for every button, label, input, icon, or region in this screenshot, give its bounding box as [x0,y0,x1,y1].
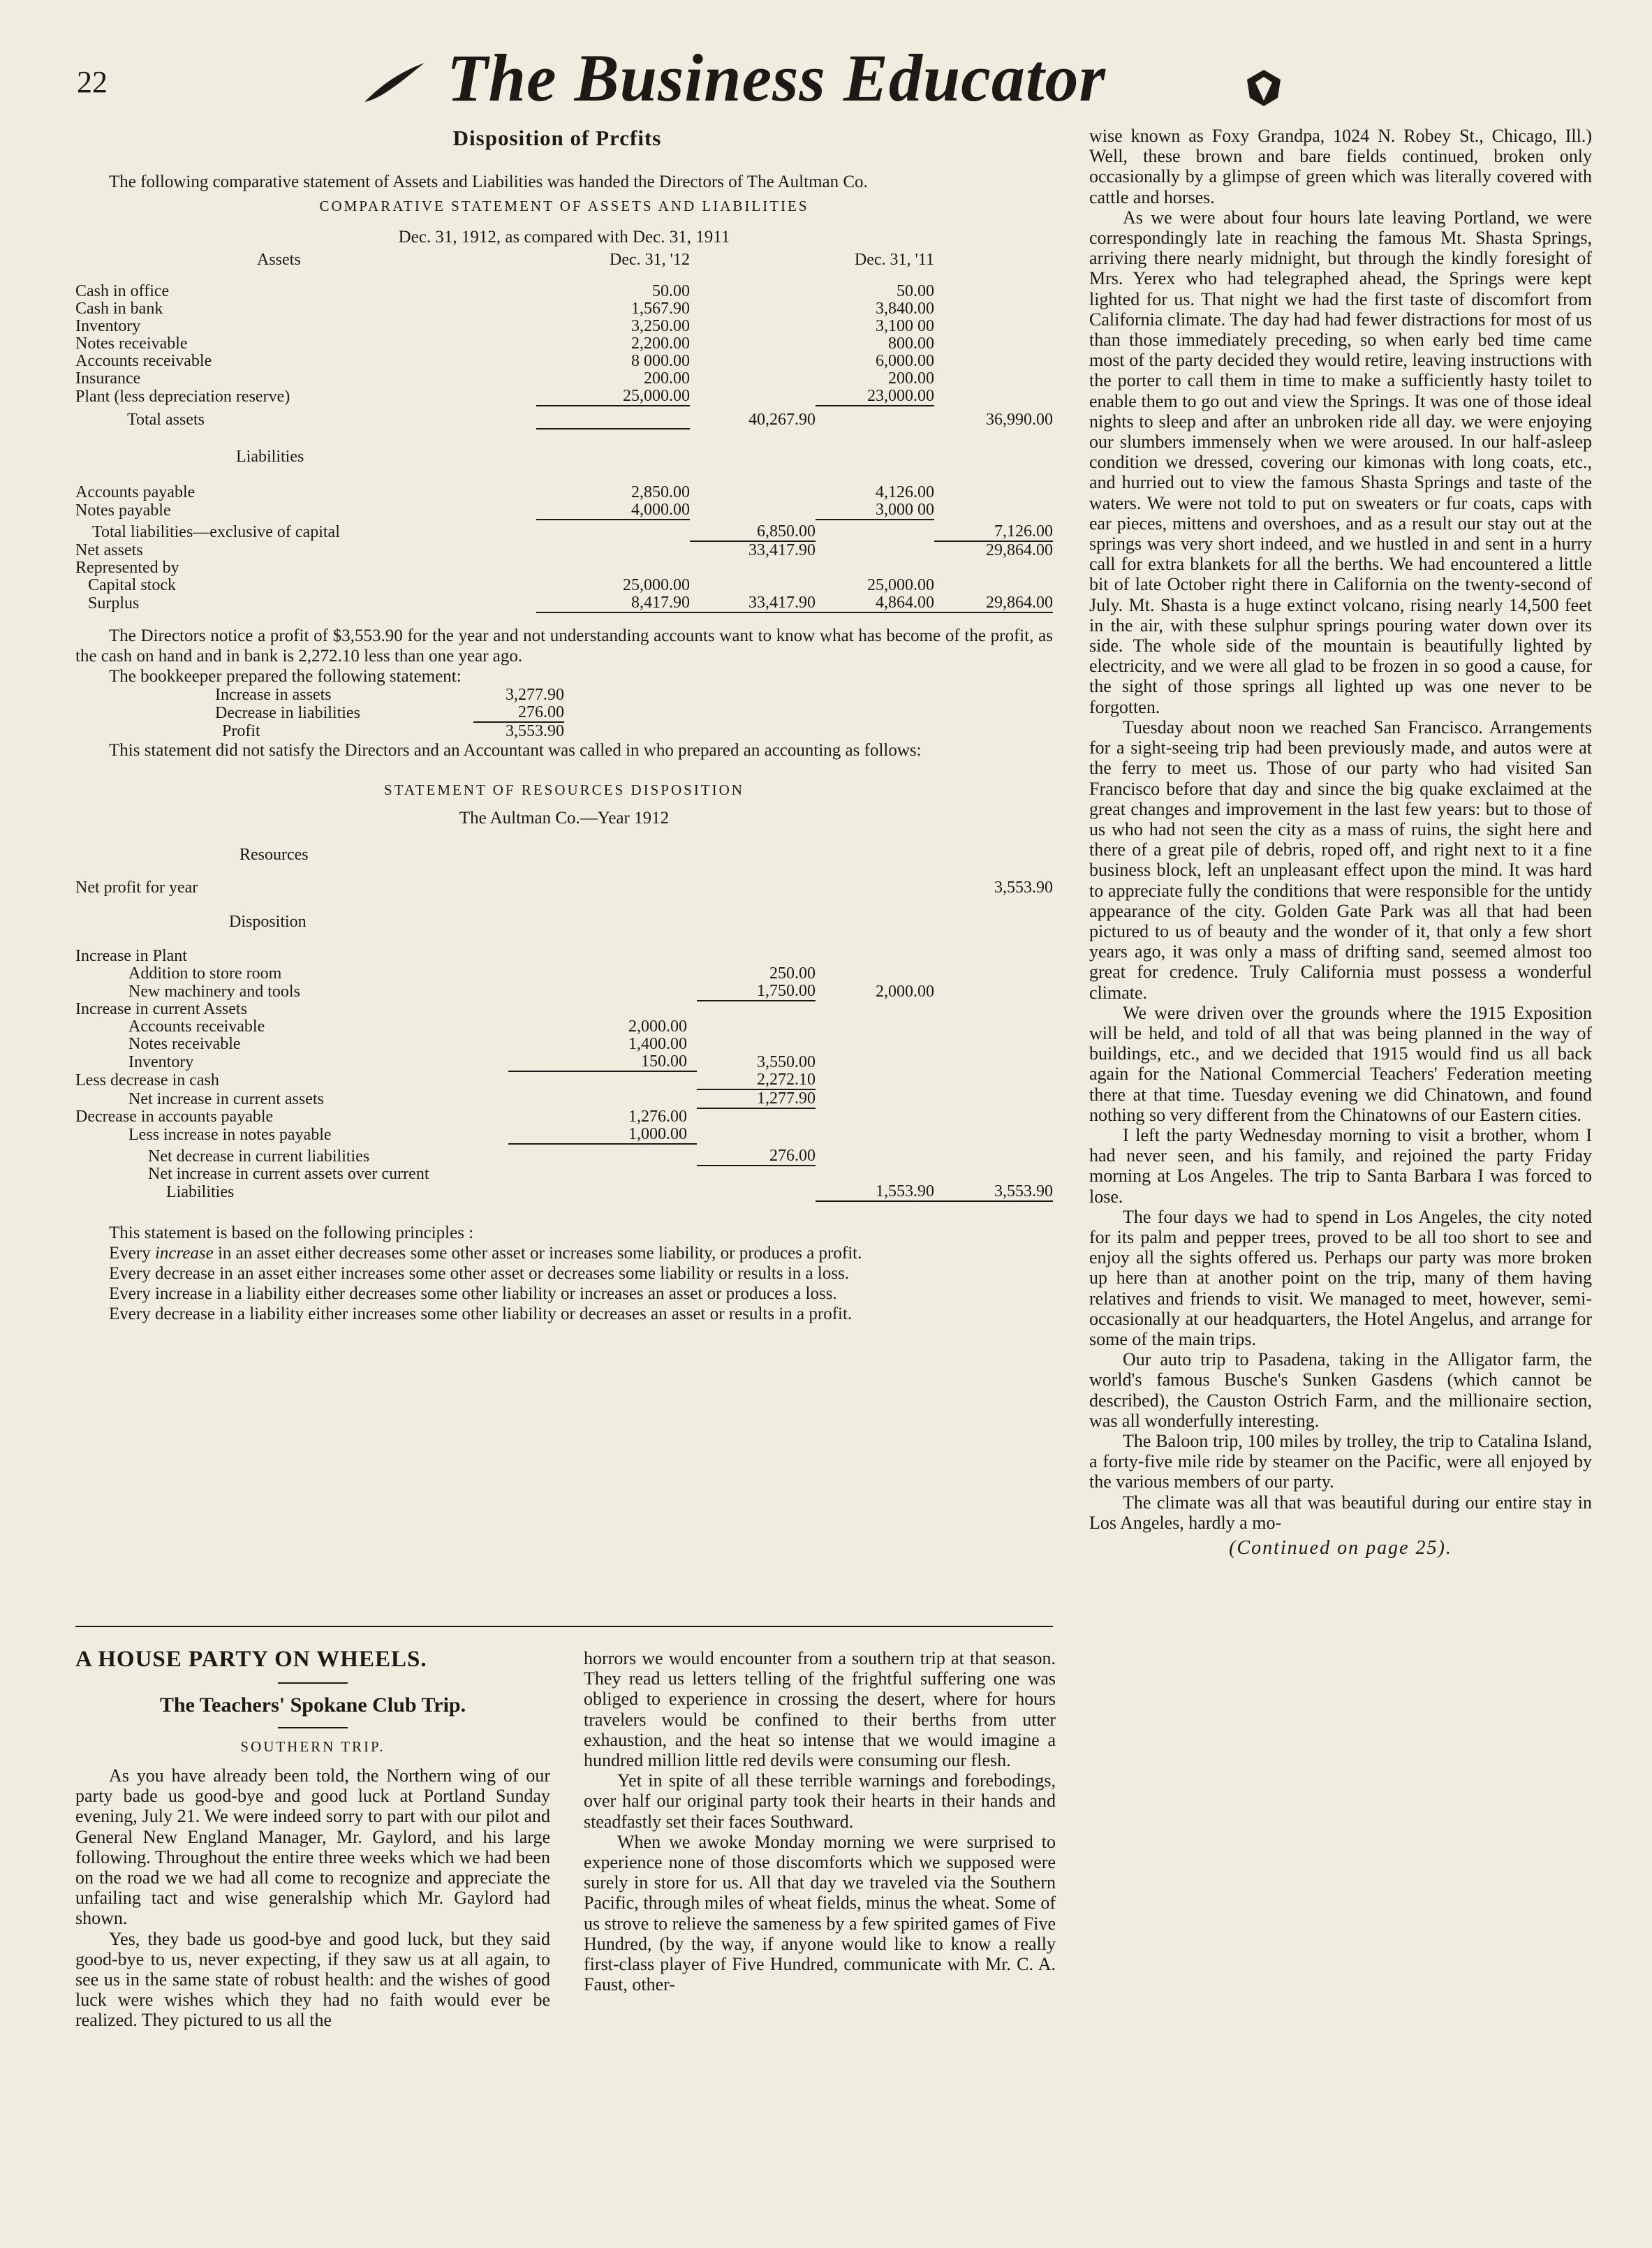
liabilities-header-row [75,429,1053,484]
continued-notice: (Continued on page 25). [1229,1537,1452,1559]
assets-header: Assets [257,251,301,269]
shield-emblem-icon [1243,67,1285,109]
table-row: Increase in Plant [75,947,187,965]
table-row: Notes payable 4,000.00 3,000 00 [75,501,934,520]
table-row: Less increase in notes payable 1,000.00 [75,1126,1053,1144]
paragraph: We were driven over the grounds where the 1915 Exposition will be held, and told of all that was being planned in the way of buildings, etc., and we decided that 1915 would find us all back again for the National Commercial Teachers' Federation meeting there at that time. Tuesday evening we did Chinatown, and found nothing so very different from the Chinatowns of our Eastern cities. [1089,1002,1592,1125]
comparative-statement-table [75,251,1053,613]
intro-paragraph: The following comparative statement of Assets and Liabilities was handed the Directors of The Aultman Co. [109,172,868,191]
table-row: New machinery and tools 1,750.00 2,000.00 [128,982,934,1001]
house-party-column-1 [75,1647,550,2031]
col-header-1912: Dec. 31, '12 [610,251,690,269]
resources-disposition-table [75,846,1053,1202]
table-row: Cash in office 50.00 50.00 [75,282,934,300]
table-row: Less decrease in cash 2,272.10 [75,1071,816,1089]
net-assets-row: Net assets 33,417.90 29,864.00 [75,541,1053,559]
bookkeeper-statement [215,686,564,740]
statement-subtitle: Dec. 31, 1912, as compared with Dec. 31, 1911 [398,228,730,247]
page-number: 22 [77,65,108,99]
table-row: Notes receivable 2,200.00 800.00 [75,335,934,353]
paragraph: When we awoke Monday morning we were surprised to experience none of those discomforts which we supposed were surely in store for us. All that day we traveled via the Southern Pacific, through miles of wheat fields, minus the wheat. Some of us strove to relieve the sameness by a few spirited games of Five Hundred, (by the way, if anyone would like to know a really first-class player of Five Hundred, communicate with Mr. C. A. Faust, other- [584,1831,1056,1995]
table-header-row [75,251,1053,283]
article-subtitle: The Teachers' Spokane Club Trip. [159,1694,466,1717]
table-row: Accounts receivable 8 000.00 6,000.00 [75,352,934,370]
resources-statement-title: STATEMENT OF RESOURCES DISPOSITION [384,781,744,798]
statement-title: COMPARATIVE STATEMENT OF ASSETS AND LIABILITIES [319,198,809,214]
paragraph: This statement did not satisfy the Directors and an Accountant was called in who prepared an accounting as follows: [109,741,922,760]
paragraph: horrors we would encounter from a southern trip at that season. They read us letters telling of the frightful suffering one was obliged to experience in crossing the desert, where for hours travelers would be confined to their berths from utter exhaustion, and the heat so intense that we would imagine a hundred million little red devils were consuming our flesh. [584,1648,1056,1771]
paragraph: Every decrease in a liability either increases some other liability or decreases an asset or results in a profit. [109,1305,853,1323]
table-row: Addition to store room 250.00 [128,964,816,983]
table-row: Net profit for year 3,553.90 [75,879,1053,897]
table-row: Increase in current Assets [75,1000,247,1018]
paragraph: The climate was all that was beautiful during our entire stay in Los Angeles, hardly a mo- [1089,1492,1592,1533]
article-disposition-of-profits [75,126,1053,1324]
table-row: Net increase in current assets over current [148,1165,429,1183]
article-title: Disposition of Prcfits [452,126,662,150]
paragraph: Every increase in a liability either decreases some other liability or increases an asset or produces a loss. [109,1284,837,1303]
section-divider [75,1626,1053,1627]
short-rule [278,1682,348,1684]
table-row: Inventory 150.00 3,550.00 [128,1052,816,1071]
paragraph: I left the party Wednesday morning to visit a brother, whom I had never seen, and his family, and rejoined the party Friday morning at Los Angeles. The trip to Santa Barbara I was forced to lose. [1089,1124,1592,1207]
paragraph: As we were about four hours late leaving Portland, we were correspondingly late in reaching the famous Mt. Shasta Springs, arriving there nearly midnight, but through the kindly foresight of Mrs. Yerex who had telegraphed ahead, the Springs were kept lighted for us. That night we had the first taste of discomfort from California climate. The day had had fewer distractions for most of us than those immediately preceding, so when early bed time came most of the party decided they would retire, leaving instructions with the porter to call them in time to make a sufficiently hasty toilet to enable them to go out and view the Springs. It was one of those ideal nights to sleep and after an unbroken ride all day. we were enjoying our slumbers immensely when we were aroused. In our half-asleep condition we dressed, covering our kimonas with long coats, etc., and hurried out to view the famous Shasta Springs and taste of the waters. We were not told to put on sweaters or fur coats, caps with ear pieces, mittens and overshoes, and as a result our stay out at the springs was very short indeed, and we hustled in and sent in a hurry call for extra blankets for all the berths. We had encountered a little bit of late October right there in California on the twenty-second of July. Mt. Shasta is a huge extinct volcano, rising nearly 14,500 feet in the air, with these sulphur springs pouring water down over its side. The whole side of the mountain is beautifully lighted by electricity, and we were all glad to be frozen in so good a cause, for the sight of those springs all lighted up was one never to be forgotten. [1089,207,1592,717]
house-party-column-2 [584,1648,1056,1994]
paragraph: The Baloon trip, 100 miles by trolley, the trip to Catalina Island, a forty-five mile ride by steamer on the Pacific, were all enjoyed by the various members of our party. [1089,1431,1592,1492]
table-row: Surplus 8,417.90 33,417.90 4,864.00 29,864.00 [88,594,1053,612]
disposition-header-row: Disposition [229,913,307,931]
table-row: Net decrease in current liabilities 276.00 [75,1144,1053,1166]
resources-header-row: Resources [239,846,309,864]
paragraph: Every increase in an asset either decreases some other asset or increases some liability, or produces a profit. [109,1244,862,1263]
table-row: Cash in bank 1,567.90 3,840.00 [75,300,934,318]
paragraph: Tuesday about noon we reached San Francisco. Arrangements for a sight-seeing trip had been previously made, and autos were at the ferry to meet us. Those of our party who had visited San Francisco before that day and since the big quake exclaimed at the great changes and improvement in the last few years: but to those of us who had not seen the city as a mass of ruins, the sight here and there of a great pile of debris, roped off, and right next to it a fine business block, left an unpleasant effect upon the mind. It was hard to appreciate fully the conditions that were responsible for the untidy appearance of the city. Golden Gate Park was all that had been pictured to us of beauty and the wonder of it, that only a few short years ago, it was only a mass of drifting sand, seemed almost too great for credence. Truly California must possess a wonderful climate. [1089,717,1592,1003]
paragraph: Our auto trip to Pasadena, taking in the Alligator farm, the world's famous Busche's Sunken Gasdens (which cannot be described), the Causton Ostrich Farm, and the millionaire section, was all wonderfully interesting. [1089,1349,1592,1431]
table-row: Increase in assets 3,277.90 [215,686,564,704]
paragraph: The Directors notice a profit of $3,553.90 for the year and not understanding accounts want to know what has become of the profit, as the cash on hand and in bank is 2,272.10 less than one year ago. [75,626,1053,666]
paragraph: wise known as Foxy Grandpa, 1024 N. Robey St., Chicago, Ill.) Well, these brown and bare fields continued, broken only occasionally by a glimpse of green which was literally covered with cattle and horses. [1089,126,1592,207]
article-title: A HOUSE PARTY ON WHEELS. [75,1647,427,1672]
paragraph: As you have already been told, the Northern wing of our party bade us good-bye and good luck at Portland Sunday evening, July 21. We were indeed sorry to part with our pilot and General New England Manager, Mr. Gaylord, and his large following. Throughout the entire three weeks which we had been on the road we we had all come to recognize and appreciate the unfailing tact and wise generalship which Mr. Gaylord had shown. [75,1765,550,1929]
represented-by-row: Represented by [75,559,179,577]
paragraph: The four days we had to spend in Los Angeles, the city noted for its palm and pepper trees, proved to be all too short to see and enjoy all the sights offered us. Perhaps our party was more broken up here than at another point on the trip, many of them having relatives and friends to visit. We managed to meet, however, semi-occasionally at our headquarters, the Hotel Angelus, and arrange for some of the main trips. [1089,1206,1592,1349]
table-row: Capital stock 25,000.00 25,000.00 [88,576,934,594]
table-row: Accounts receivable 2,000.00 [128,1018,687,1036]
table-row: Net increase in current assets 1,277.90 [128,1089,816,1108]
table-row: Notes receivable 1,400.00 [128,1035,687,1053]
resources-statement-subtitle: The Aultman Co.—Year 1912 [459,809,670,828]
table-row: Profit 3,553.90 [222,722,564,740]
section-heading: SOUTHERN TRIP. [240,1738,385,1755]
table-row: Inventory 3,250.00 3,100 00 [75,317,934,335]
total-liabilities-row: Total liabilities—exclusive of capital 6,850.00 7,126.00 [75,520,1053,541]
table-row: Plant (less depreciation reserve) 25,000.00 23,000.00 [75,387,934,406]
table-row: Decrease in liabilities 276.00 [215,703,564,722]
short-rule [278,1727,348,1728]
house-party-column-3 [1089,126,1592,1559]
paragraph: Yes, they bade us good-bye and good luck, but they said good-bye to us, never expecting, if they saw us at all again, to see us in the same state of robust health: and the wishes of good luck were wishes which they had no faith would ever be realized. They pictured to us all the [75,1928,550,2031]
table-row: Accounts payable 2,850.00 4,126.00 [75,483,934,501]
paragraph: Every decrease in an asset either increases some other asset or decreases some liability or results in a loss. [109,1264,850,1283]
masthead-title: The Business Educator [447,41,1106,115]
paragraph: This statement is based on the following principles : [109,1224,474,1242]
total-assets-row: Total assets 40,267.90 36,990.00 [75,406,1053,429]
paragraph: The bookkeeper prepared the following statement: [109,667,462,686]
col-header-1911: Dec. 31, '11 [854,251,934,269]
table-row: Decrease in accounts payable 1,276.00 [75,1108,687,1126]
paragraph: Yet in spite of all these terrible warnings and forebodings, over half our original party took their hearts in their hands and steadfastly set their faces Southward. [584,1770,1056,1832]
table-row: Insurance 200.00 200.00 [75,369,934,388]
table-row: Liabilities 1,553.90 3,553.90 [166,1182,1053,1201]
quill-pen-icon [363,61,426,103]
liabilities-header: Liabilities [236,448,304,466]
